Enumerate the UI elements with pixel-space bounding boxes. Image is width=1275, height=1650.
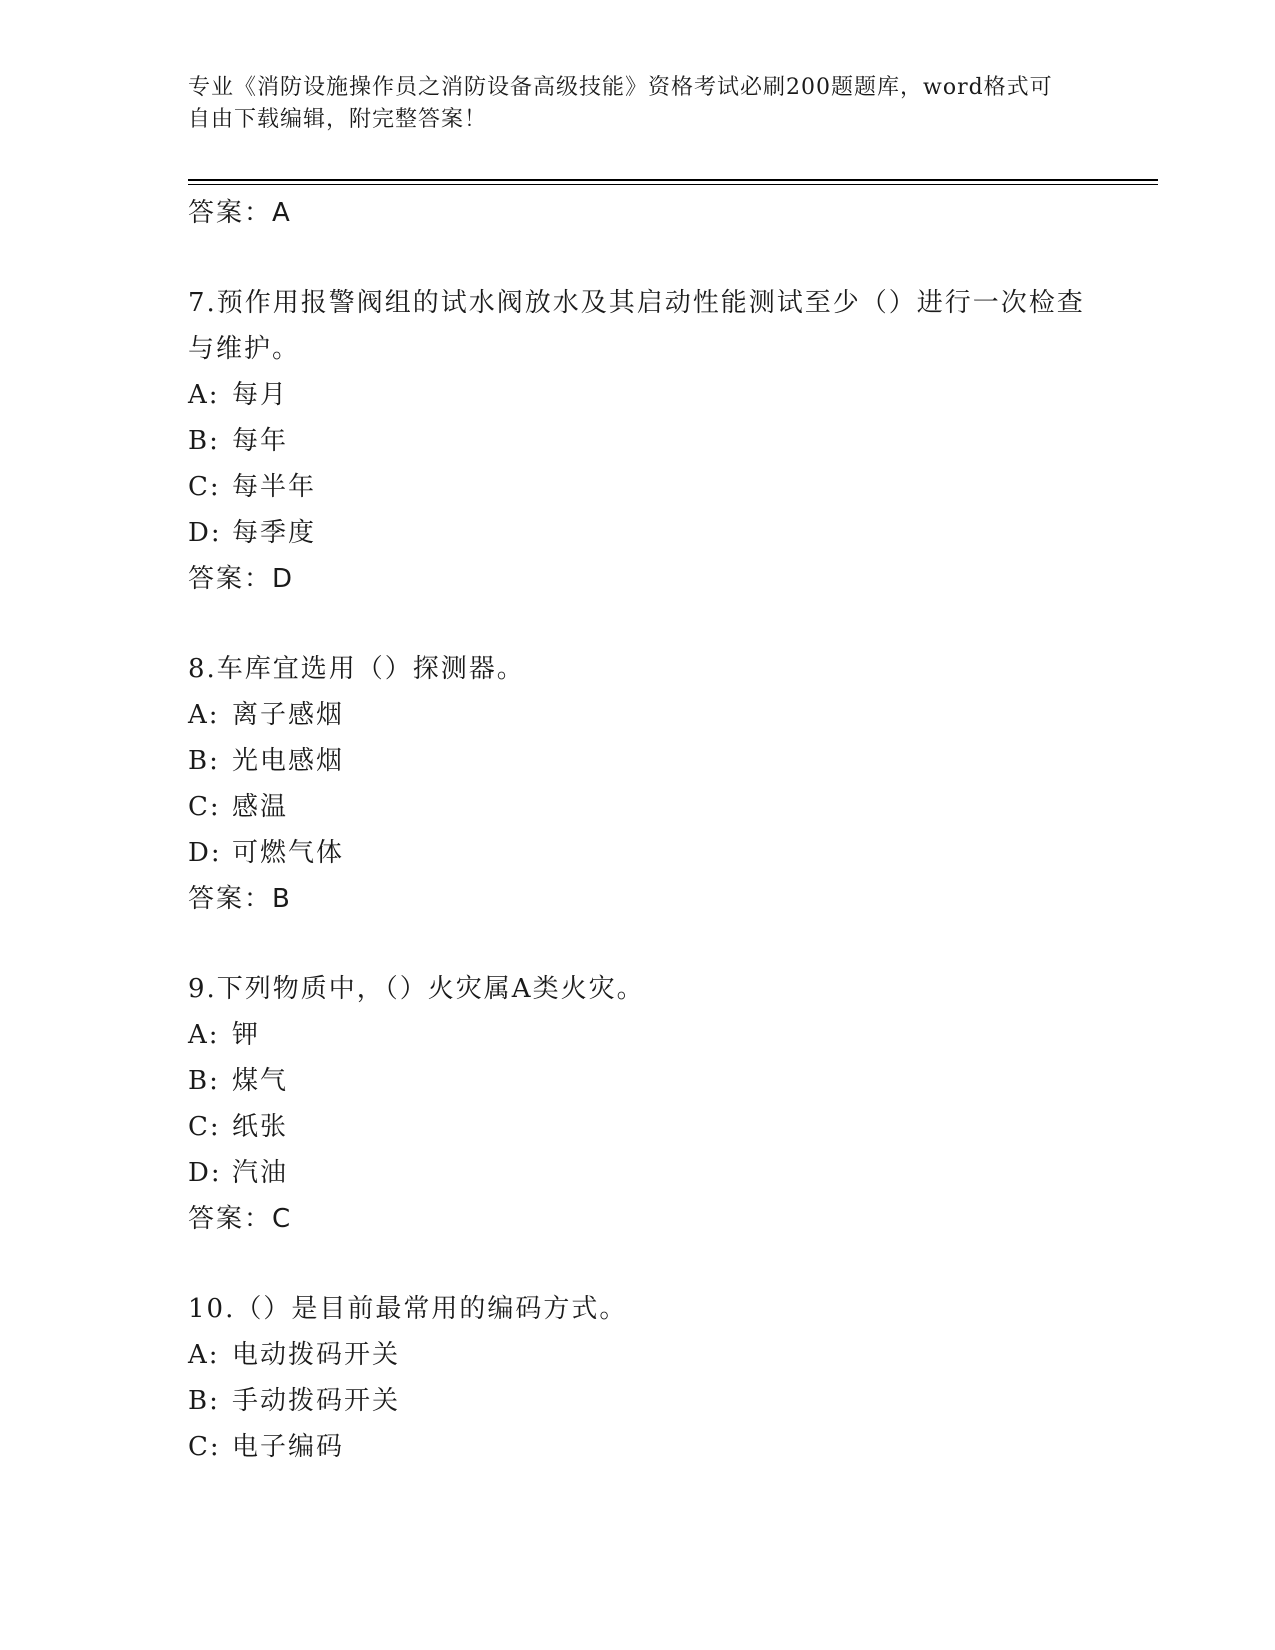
option-text: 电动拨码开关 xyxy=(232,1340,401,1370)
option-label: C: xyxy=(188,792,221,822)
spacer xyxy=(188,922,1088,966)
option-a xyxy=(188,1012,1088,1058)
option-a xyxy=(188,692,1088,738)
option-label: D: xyxy=(188,1158,222,1188)
option-c xyxy=(188,464,1088,510)
option-b xyxy=(188,1378,1088,1424)
option-label: B: xyxy=(188,1066,220,1096)
answer-line: 答案：A xyxy=(188,198,292,228)
question-8 xyxy=(188,646,1088,922)
question-text: 10.（）是目前最常用的编码方式。 xyxy=(188,1294,628,1324)
question-9 xyxy=(188,966,1088,1242)
answer-line: 答案：D xyxy=(188,564,295,594)
option-label: A: xyxy=(188,1020,220,1050)
question-10 xyxy=(188,1286,1088,1470)
option-c xyxy=(188,1424,1088,1470)
option-text: 汽油 xyxy=(232,1158,289,1188)
header-rule-thick xyxy=(188,179,1158,181)
answer-line: 答案：C xyxy=(188,1204,293,1234)
option-text: 电子编码 xyxy=(232,1432,345,1462)
option-text: 每季度 xyxy=(232,518,317,548)
option-text: 每年 xyxy=(232,426,289,456)
spacer xyxy=(188,236,1088,280)
option-text: 离子感烟 xyxy=(232,700,345,730)
spacer xyxy=(188,602,1088,646)
option-label: B: xyxy=(188,1386,220,1416)
option-text: 可燃气体 xyxy=(232,838,345,868)
option-label: A: xyxy=(188,380,220,410)
option-label: C: xyxy=(188,1112,221,1142)
question-text: 9.下列物质中，（）火灾属A类火灾。 xyxy=(188,974,645,1004)
option-label: C: xyxy=(188,1432,221,1462)
answer-line: 答案：B xyxy=(188,884,292,914)
option-text: 感温 xyxy=(232,792,289,822)
header-rule-thin xyxy=(188,184,1158,185)
option-label: D: xyxy=(188,838,222,868)
option-c xyxy=(188,1104,1088,1150)
option-label: A: xyxy=(188,1340,220,1370)
option-label: B: xyxy=(188,746,220,776)
option-label: A: xyxy=(188,700,220,730)
question-list xyxy=(188,190,1088,1470)
option-b xyxy=(188,418,1088,464)
document-header: 专业《消防设施操作员之消防设备高级技能》资格考试必刷200题题库，word格式可自由下载编辑，附完整答案！ xyxy=(188,75,1053,132)
option-text: 每半年 xyxy=(232,472,317,502)
spacer xyxy=(188,1242,1088,1286)
question-text: 7.预作用报警阀组的试水阀放水及其启动性能测试至少（）进行一次检查与维护。 xyxy=(188,288,1085,364)
question-text: 8.车库宜选用（）探测器。 xyxy=(188,654,525,684)
option-text: 手动拨码开关 xyxy=(232,1386,401,1416)
question-7 xyxy=(188,280,1088,602)
option-b xyxy=(188,1058,1088,1104)
option-text: 每月 xyxy=(232,380,289,410)
option-a xyxy=(188,1332,1088,1378)
option-b xyxy=(188,738,1088,784)
option-d xyxy=(188,510,1088,556)
option-a xyxy=(188,372,1088,418)
option-label: D: xyxy=(188,518,222,548)
option-text: 光电感烟 xyxy=(232,746,345,776)
option-text: 纸张 xyxy=(232,1112,289,1142)
option-c xyxy=(188,784,1088,830)
option-text: 煤气 xyxy=(232,1066,289,1096)
option-label: C: xyxy=(188,472,221,502)
option-label: B: xyxy=(188,426,220,456)
option-text: 钾 xyxy=(232,1020,261,1050)
option-d xyxy=(188,1150,1088,1196)
option-d xyxy=(188,830,1088,876)
